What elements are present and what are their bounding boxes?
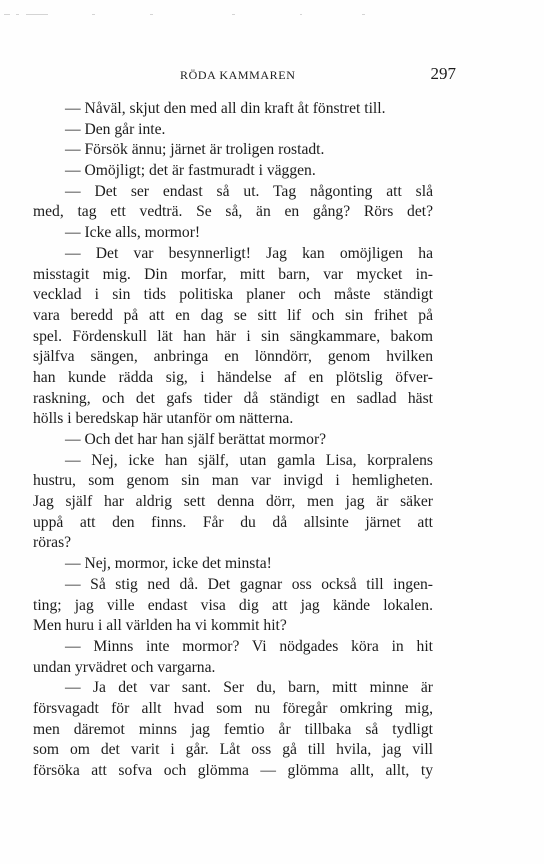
text-line: — Ja det var sant. Ser du, barn, mitt minne är bbox=[65, 679, 433, 697]
text-line: uppå att den finns. Får du då allsinte järnet att bbox=[33, 513, 433, 531]
text-line: hölls i beredskap här utanför om nätterna. bbox=[33, 410, 294, 428]
text-line: ting; jag ville endast visa dig att jag kände lokalen. bbox=[33, 596, 433, 614]
text-line: undan yrvädret och vargarna. bbox=[33, 658, 216, 676]
running-title: RÖDA KAMMAREN bbox=[180, 68, 296, 82]
text-line: — Nej, mormor, icke det minsta! bbox=[65, 555, 272, 573]
text-line: själfva sängen, anbringa en lönndörr, genom hvilken bbox=[33, 348, 433, 366]
text-line: med, tag ett vedträ. Se så, än en gång? Rörs det? bbox=[33, 203, 433, 221]
text-line: — Och det har han själf berättat mormor? bbox=[65, 431, 327, 448]
body-text bbox=[33, 99, 433, 782]
text-line: — Så stig ned då. Det gagnar oss också till ingen- bbox=[65, 575, 433, 593]
text-line: — Den går inte. bbox=[65, 120, 166, 138]
text-line: — Det ser endast så ut. Tag någonting att slå bbox=[65, 182, 433, 200]
text-line: raskning, och det gafs tider då ständigt en sadlad häst bbox=[33, 389, 433, 407]
scan-edge-marks bbox=[0, 14, 544, 18]
text-line: som om det varit i går. Låt oss gå till hvila, jag vill bbox=[33, 741, 433, 759]
text-line: — Nej, icke han själf, utan gamla Lisa, korpralens bbox=[65, 451, 433, 469]
text-line: men däremot minns jag femtio år tillbaka så tydligt bbox=[33, 720, 433, 738]
text-line: spel. Fördenskull lät han här i sin sängkammare, bakom bbox=[33, 327, 433, 345]
text-line: — Nåväl, skjut den med all din kraft åt fönstret till. bbox=[65, 100, 386, 117]
text-line: vecklad i sin tids politiska planer och måste ständigt bbox=[33, 286, 433, 304]
text-line: vara beredd på att en dag se sitt lif och sin frihet på bbox=[33, 306, 433, 324]
page-header bbox=[32, 64, 456, 84]
text-line: — Icke alls, mormor! bbox=[65, 224, 201, 242]
text-line: misstagit mig. Din morfar, mitt barn, var mycket in- bbox=[33, 265, 433, 283]
text-line: Men huru i all världen ha vi kommit hit? bbox=[33, 617, 287, 635]
text-line: — Det var besynnerligt! Jag kan omöjligen ha bbox=[65, 244, 433, 262]
text-line: — Minns inte mormor? Vi nödgades köra in hit bbox=[65, 637, 433, 655]
text-line: försöka att sofva och glömma — glömma allt, allt, ty bbox=[33, 762, 433, 779]
text-line: — Omöjligt; det är fastmuradt i väggen. bbox=[65, 162, 316, 180]
text-line: hustru, som genom sin man var invigd i hemligheten. bbox=[33, 472, 433, 490]
page-number: 297 bbox=[430, 64, 456, 83]
text-line: röras? bbox=[33, 534, 72, 552]
text-line: — Försök ännu; järnet är troligen rostadt. bbox=[65, 141, 325, 159]
text-line: han kunde rädda sig, i händelse af en plötslig öfver- bbox=[33, 368, 433, 386]
text-line: försvagadt för allt hvad som nu föregår omkring mig, bbox=[33, 699, 433, 717]
text-line: Jag själf har aldrig sett denna dörr, men jag är säker bbox=[33, 493, 433, 511]
